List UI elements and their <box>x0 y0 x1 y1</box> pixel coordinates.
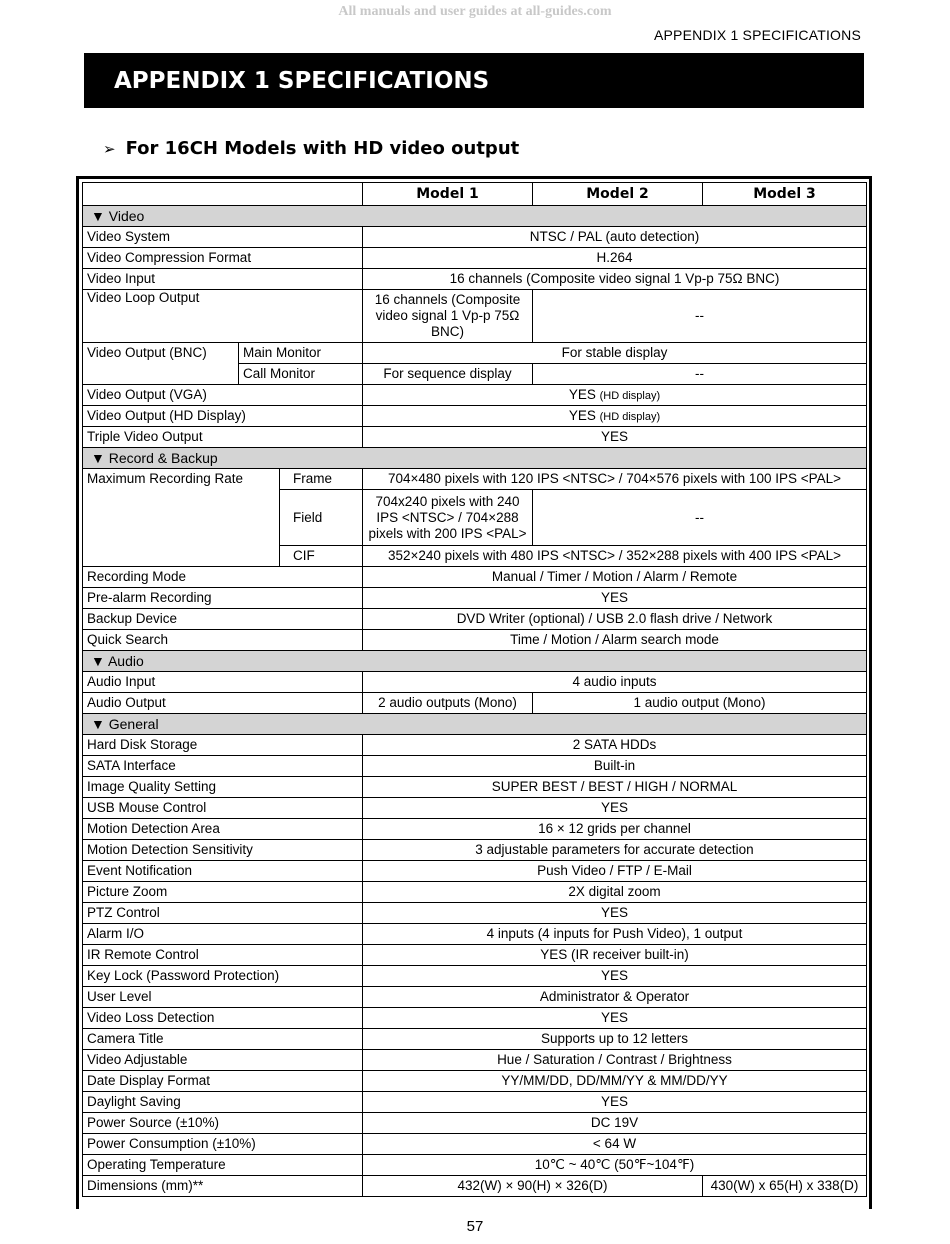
running-head: APPENDIX 1 SPECIFICATIONS <box>653 27 861 43</box>
section-title: ▼ General <box>83 714 867 735</box>
spec-label: Backup Device <box>83 609 363 630</box>
spec-label: Quick Search <box>83 630 363 651</box>
spec-value: 10℃ ~ 40℃ (50℉~104℉) <box>363 1155 867 1176</box>
spec-value-note: (HD display) <box>599 389 661 402</box>
spec-label-cont <box>83 364 239 385</box>
spec-value: Supports up to 12 letters <box>363 1029 867 1050</box>
table-row <box>83 819 867 840</box>
table-row <box>83 427 867 448</box>
spec-label: Video Compression Format <box>83 248 363 269</box>
spec-label: Key Lock (Password Protection) <box>83 966 363 987</box>
spec-value: For sequence display <box>363 364 533 385</box>
spec-value: SUPER BEST / BEST / HIGH / NORMAL <box>363 777 867 798</box>
column-header: Model 2 <box>533 183 703 206</box>
table-row <box>83 1155 867 1176</box>
spec-value: H.264 <box>363 248 867 269</box>
spec-label: Alarm I/O <box>83 924 363 945</box>
table-row <box>83 1134 867 1155</box>
arrow-bullet-icon: ➢ <box>103 139 116 158</box>
spec-value: YES <box>363 588 867 609</box>
table-row <box>83 567 867 588</box>
spec-value-main: YES <box>568 386 596 402</box>
spec-label: Video Loss Detection <box>83 1008 363 1029</box>
spec-value: 2 audio outputs (Mono) <box>363 693 533 714</box>
spec-value: YES <box>363 966 867 987</box>
table-row <box>83 385 867 406</box>
table-row <box>83 756 867 777</box>
spec-label: Video Output (HD Display) <box>83 406 363 427</box>
spec-label: Maximum Recording Rate <box>83 469 280 490</box>
spec-value: YES <box>363 798 867 819</box>
spec-label: SATA Interface <box>83 756 363 777</box>
spec-label: PTZ Control <box>83 903 363 924</box>
spec-value: YES <box>363 427 867 448</box>
spec-label: Date Display Format <box>83 1071 363 1092</box>
page-title <box>84 53 864 108</box>
spec-value: -- <box>533 490 867 546</box>
table-row <box>83 1071 867 1092</box>
spec-label: Power Consumption (±10%) <box>83 1134 363 1155</box>
spec-value: Built-in <box>363 756 867 777</box>
table-row <box>83 248 867 269</box>
spec-label: Event Notification <box>83 861 363 882</box>
spec-label: Motion Detection Sensitivity <box>83 840 363 861</box>
spec-value: Push Video / FTP / E-Mail <box>363 861 867 882</box>
spec-value: 3 adjustable parameters for accurate detection <box>363 840 867 861</box>
table-row <box>83 1029 867 1050</box>
spec-label: Video Loop Output <box>83 290 363 343</box>
section-row <box>83 448 867 469</box>
table-row <box>83 903 867 924</box>
spec-label: Triple Video Output <box>83 427 363 448</box>
spec-sublabel: Call Monitor <box>239 364 363 385</box>
spec-value: 4 inputs (4 inputs for Push Video), 1 output <box>363 924 867 945</box>
section-row <box>83 714 867 735</box>
spec-label: Motion Detection Area <box>83 819 363 840</box>
spec-value: Hue / Saturation / Contrast / Brightness <box>363 1050 867 1071</box>
spec-label: Video System <box>83 227 363 248</box>
spec-value: 4 audio inputs <box>363 672 867 693</box>
spec-value: For stable display <box>363 343 867 364</box>
watermark: All manuals and user guides at all-guides.com <box>338 4 612 19</box>
table-row <box>83 777 867 798</box>
spec-value-note: (HD display) <box>599 410 661 423</box>
header-blank <box>83 183 363 206</box>
spec-label: Operating Temperature <box>83 1155 363 1176</box>
section-subtitle <box>103 138 519 159</box>
table-row <box>83 588 867 609</box>
spec-value: YES <box>363 903 867 924</box>
spec-sublabel: Main Monitor <box>239 343 363 364</box>
spec-value: Manual / Timer / Motion / Alarm / Remote <box>363 567 867 588</box>
table-row <box>83 343 867 364</box>
table-row <box>83 490 867 546</box>
subtitle-text: For 16CH Models with HD video output <box>125 138 520 159</box>
spec-value <box>363 385 867 406</box>
table-row <box>83 364 867 385</box>
section-title: ▼ Record & Backup <box>83 448 867 469</box>
table-row <box>83 269 867 290</box>
table-row <box>83 924 867 945</box>
spec-value: 2 SATA HDDs <box>363 735 867 756</box>
table-row <box>83 227 867 248</box>
page-title-text: APPENDIX 1 SPECIFICATIONS <box>114 67 490 94</box>
table-row <box>83 546 867 567</box>
section-title: ▼ Audio <box>83 651 867 672</box>
table-row <box>83 1113 867 1134</box>
spec-value: YES <box>363 1008 867 1029</box>
table-row <box>83 693 867 714</box>
spec-value: YES (IR receiver built-in) <box>363 945 867 966</box>
header-row <box>83 183 867 206</box>
spec-value: 16 channels (Composite video signal 1 Vp-p 75Ω BNC) <box>363 269 867 290</box>
table-row <box>83 966 867 987</box>
table-row <box>83 735 867 756</box>
spec-label: Audio Input <box>83 672 363 693</box>
spec-label: Picture Zoom <box>83 882 363 903</box>
spec-label: User Level <box>83 987 363 1008</box>
spec-label: IR Remote Control <box>83 945 363 966</box>
page-number: 57 <box>466 1218 484 1235</box>
spec-label: Pre-alarm Recording <box>83 588 363 609</box>
table-row <box>83 630 867 651</box>
spec-value: 16 channels (Composite video signal 1 Vp-p 75Ω BNC) <box>363 290 533 343</box>
spec-label: Hard Disk Storage <box>83 735 363 756</box>
spec-table <box>82 182 867 1197</box>
spec-label: Video Input <box>83 269 363 290</box>
spec-sublabel: CIF <box>280 546 363 567</box>
section-title: ▼ Video <box>83 206 867 227</box>
spec-value: DVD Writer (optional) / USB 2.0 flash drive / Network <box>363 609 867 630</box>
spec-label: Camera Title <box>83 1029 363 1050</box>
general-rows <box>83 735 867 1176</box>
spec-value: 352×240 pixels with 480 IPS <NTSC> / 352×288 pixels with 400 IPS <PAL> <box>363 546 867 567</box>
column-header: Model 1 <box>363 183 533 206</box>
table-row <box>83 406 867 427</box>
table-row <box>83 987 867 1008</box>
table-row <box>83 290 867 343</box>
spec-value: -- <box>533 290 867 343</box>
spec-label: Image Quality Setting <box>83 777 363 798</box>
spec-value: 16 × 12 grids per channel <box>363 819 867 840</box>
spec-label: Video Output (VGA) <box>83 385 363 406</box>
table-row <box>83 1176 867 1197</box>
table-row <box>83 798 867 819</box>
table-row <box>83 1050 867 1071</box>
spec-value: Time / Motion / Alarm search mode <box>363 630 867 651</box>
spec-label-cont <box>83 490 280 546</box>
spec-value: < 64 W <box>363 1134 867 1155</box>
spec-label: Power Source (±10%) <box>83 1113 363 1134</box>
spec-value: YES <box>363 1092 867 1113</box>
spec-value-main: YES <box>568 407 596 423</box>
spec-label-cont <box>83 546 280 567</box>
spec-label: Video Adjustable <box>83 1050 363 1071</box>
spec-value: YY/MM/DD, DD/MM/YY & MM/DD/YY <box>363 1071 867 1092</box>
spec-value: DC 19V <box>363 1113 867 1134</box>
table-row <box>83 1092 867 1113</box>
spec-value <box>363 406 867 427</box>
spec-label: Video Output (BNC) <box>83 343 239 364</box>
spec-value: Administrator & Operator <box>363 987 867 1008</box>
spec-sublabel: Field <box>280 490 363 546</box>
spec-label: Audio Output <box>83 693 363 714</box>
spec-label: USB Mouse Control <box>83 798 363 819</box>
table-row <box>83 469 867 490</box>
spec-value: 704×480 pixels with 120 IPS <NTSC> / 704×576 pixels with 100 IPS <PAL> <box>363 469 867 490</box>
table-row <box>83 609 867 630</box>
column-header: Model 3 <box>703 183 867 206</box>
table-row <box>83 840 867 861</box>
spec-sublabel: Frame <box>280 469 363 490</box>
spec-value: NTSC / PAL (auto detection) <box>363 227 867 248</box>
spec-value: 704x240 pixels with 240 IPS <NTSC> / 704×288 pixels with 200 IPS <PAL> <box>363 490 533 546</box>
spec-value: 430(W) x 65(H) x 338(D) <box>703 1176 867 1197</box>
table-row <box>83 882 867 903</box>
spec-value: 2X digital zoom <box>363 882 867 903</box>
spec-label: Recording Mode <box>83 567 363 588</box>
table-row <box>83 672 867 693</box>
spec-value: 432(W) × 90(H) × 326(D) <box>363 1176 703 1197</box>
section-row <box>83 651 867 672</box>
spec-value: -- <box>533 364 867 385</box>
section-row <box>83 206 867 227</box>
spec-label: Daylight Saving <box>83 1092 363 1113</box>
spec-label: Dimensions (mm)** <box>83 1176 363 1197</box>
table-row <box>83 1008 867 1029</box>
table-row <box>83 861 867 882</box>
table-row <box>83 945 867 966</box>
spec-value: 1 audio output (Mono) <box>533 693 867 714</box>
